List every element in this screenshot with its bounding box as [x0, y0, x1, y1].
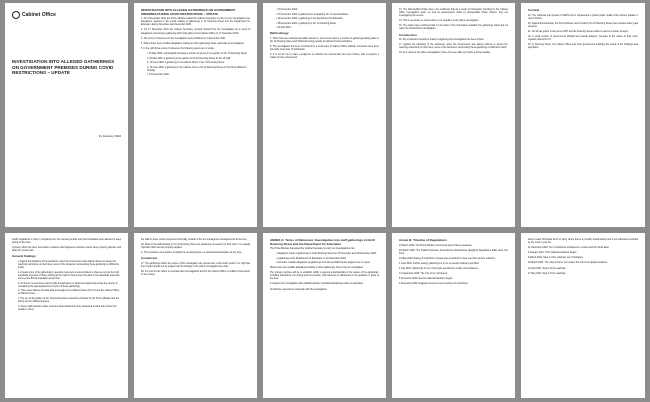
paragraph: The Prime Minister has asked the Cabinet Secretary to carry out investigations into: [270, 248, 355, 251]
paragraph: health regulations in force in England over the relevant periods and that individuals were advised to keep strictly to the rules. [12, 239, 121, 245]
document-date: 31 January 2022 [98, 134, 121, 139]
paragraph: 4 July 2020: Gatherings of up to 30 people permitted in certain circumstances. [399, 268, 479, 271]
paragraph: 22. A small number of Government officials and special advisers, because of the nature of their work, regularly attend No 10. [528, 36, 638, 42]
list-item: i. 15 May 2020: a photograph showing a number of groups in the garden of No. 10 Downing Street [147, 52, 247, 55]
page-heading: INVESTIGATION INTO ALLEGED GATHERINGS ON GOVERNMENT PREMISES DURING COVID RESTRICTIONS – UPDATE [141, 8, 236, 16]
list-item: • 17 November 2020: [276, 9, 298, 11]
list-item: • 16 April 2021: [276, 27, 292, 30]
page-3 [263, 3, 386, 227]
paragraph: 21 December 2020: Tier 4 restrictions introduced in London and the South East. [528, 247, 610, 250]
paragraph: 3. The terms of reference for the investigation were published on 9 December 2021. [141, 37, 227, 40]
paragraph: 2 December 2020: England moved to a tiered system of restrictions. [399, 283, 469, 286]
paragraph: the staff on these points concerned informally, outside of the line management arrangements at the time. [141, 239, 248, 241]
paragraph: 21. No 10 has grown in size since 1997 and the Downing Street estate is used in a variety of ways. [528, 30, 629, 33]
paragraph: 4. Where there were credible allegations relating to other gatherings these could also be investigated. [141, 42, 245, 45]
list-item: • a gathering at the Department for Education on 10 December 2020; [276, 257, 347, 260]
paragraph: 26 March 2020: The Health Protection (Coronavirus, Restrictions) (England) Regulations 2020 came into force. [399, 249, 508, 255]
paragraph: 7. There has been widespread public interest in, and concern about, a number of gatherings taking place in No 10 Downing Street and Whitehall during periods of national Covid restrictions. [270, 37, 379, 43]
paragraph: Where there are credible allegations relating to other gatherings, these may be investigated. [270, 267, 364, 270]
section-heading: General findings [12, 254, 36, 259]
list-item: • 15 December 2020: a gathering in No. 10 Downing Street [276, 22, 336, 25]
page-6 [5, 233, 128, 398]
paragraph: 23. In Downing Street, the Cabinet Office and other government buildings the extent of the buildings was significant. [528, 44, 638, 50]
paragraph: 17. Against the backdrop of the pandemic, when the Government was asking citizens to accept far-reaching restrictions on their lives, some of the behaviour surrounding these gatherings is difficult to justify. [399, 44, 508, 50]
paragraph: 38. It is now for the police to complete their investigations and for the Cabinet Office to publish a final report in due course. [141, 271, 250, 277]
paragraph: 16. My conclusions should be drawn recognising this investigation has been limited. [399, 39, 485, 42]
paragraph: 13 May 2020: Easing of restrictions: people were permitted to meet one other person outdoors. [399, 257, 496, 260]
paragraph: 20. Against this backdrop, the Prime Minister and his staff in No 10 Downing Street have worked under great pressure. [528, 22, 639, 28]
paragraph: 9. It is not for me to make a judgment on whether the criminal law has been broken, that is properly a matter for law enforcement. [270, 53, 379, 60]
paragraph: 19. The outbreak and spread of SARS-CoV-2 represented a global public health crisis without parallel in recent history. [528, 14, 638, 20]
list-item: iii. 18 June 2020: a gathering in the Cabinet Room in No. 10 Downing Street [147, 62, 225, 65]
paragraph: 14 September 2020: The 'rule of six' introduced. [399, 273, 448, 276]
page-5 [521, 3, 645, 227]
document-title: INVESTIGATION INTO ALLEGED GATHERINGS ON GOVERNMENT PREMISES DURING COVID RESTRICTIONS – UPDATE [12, 59, 115, 76]
section-heading: Methodology [270, 30, 289, 35]
list-item: • 10 December 2020: a gathering in the Department for Education [276, 18, 343, 21]
paragraph: 12 April 2021: Step 2 of the roadmap. [528, 267, 567, 270]
paragraph: have to wear Christmas lunch or party, where that is a primarily social activity and is not otherwise permitted by the rules in your tier. [528, 239, 638, 245]
paragraph: The primary purpose will be to establish swiftly a general understanding of the nature of the gatherings, including attendance, the setting and the purpose, with reference to adherence to the guidance in place at the time. [270, 272, 379, 281]
finding-item: ii. At least some of the gatherings in question represent a serious failure to observe not just the high standards expected of those working at the heart of Government but also of the standards expected of the entire British population at the time. [18, 271, 120, 280]
list-item: v. 13 November 2020: [147, 74, 170, 77]
paragraph: viii. Most of the staff working in No 10 Downing Street are absolutely necessary for their work. It is equally important that rules are properly applied. [141, 244, 250, 250]
page-cover [5, 3, 128, 227]
section-heading: Conclusions [399, 32, 418, 37]
annex-heading: ANNEX A: Terms of Reference: Investigation into staff gatherings in No10 Downing Street and the Department for Education [270, 238, 375, 246]
paragraph: 13. The Metropolitan Police have now confirmed that as a result of information provided by the Cabinet Office investigation team, as well as assessments made by Metropolitan Police officers, they are investigating the events. [399, 9, 508, 18]
list-item: • allegations made of gatherings in No10 Downing Street on 27 November and 18 December 2020; [276, 253, 377, 256]
paragraph: 15. The police have confirmed that on the basis of the information available the gatherings below did not reach the threshold for investigation. [399, 25, 508, 31]
list-item: ii. 20 May 2020: a gathering in the garden of No 10 Downing Street for No 10 staff [147, 57, 231, 60]
section-heading: Conclusion [141, 256, 158, 261]
paragraph: 23 March 2020: The Prime Minister announced stay-at-home measures. [399, 244, 473, 247]
paragraph: 18. As a result of the police investigation I have only been able to provide a limited update. [399, 52, 491, 55]
paragraph: 1 June 2020: Further easing: gatherings of up to six people outdoors permitted. [399, 262, 480, 265]
finding-item: iii. At times it seems there was too little thought given to what was happening across the country in considering the appropriateness of some of these gatherings. [18, 282, 118, 288]
paragraph: (ii) Every effort has been expended to capture what happened, whether events were properly planned, and what the context was. [12, 247, 121, 253]
paragraph: 2. On 17 December 2021 the Cabinet Secretary recused himself from the investigation as a result of allegations concerning a gathering which took place in the Cabinet Office on 17 December 2020. [141, 29, 250, 35]
paragraph: 8. The investigation has been conducted by a small team of Cabinet Office officials. Interviews have been held with more than 70 individuals. [270, 45, 379, 51]
page-2 [134, 3, 257, 227]
paragraph: If required, the investigation will establish whether individual disciplinary action is warranted. [270, 283, 364, 286]
brand-name: Cabinet Office [22, 12, 56, 18]
paragraph: 29 March 2021: The 'stay at home' rule ended; the rule of six applied outdoors. [528, 262, 608, 265]
finding-item: iv. There were failures of leadership and judgment by different parts of No 10 and the Cabinet Office at different times. [18, 290, 120, 296]
paragraph: 6 January 2021: Third national lockdown began. [528, 252, 577, 255]
annex-heading: Annex B: Timeline of Regulations [399, 238, 447, 242]
paragraph: 1. On 8 December 2021 the Prime Minister asked the Cabinet Secretary to carry out an investigation into allegations reported in the media relating to gatherings in 10 Downing Street and the Department for Education during November and December 2020. [141, 18, 250, 27]
paragraph: 37. The gatherings within the scope of this investigation are spread over a 20-month period. It is right that their impact should not be judged until the findings of the police investigation are clear. [141, 262, 250, 269]
cabinet-office-logo [12, 11, 121, 19]
section-heading: Context [528, 8, 540, 12]
page-9 [392, 233, 515, 398]
page-8 [263, 233, 386, 398]
page-7 [134, 233, 257, 398]
paragraph: 5. In line with those terms of reference the following events are in scope: [141, 47, 215, 50]
list-item: • and other credible allegations of gatherings in No10 and DfE that are judged to be in scope. [276, 262, 371, 265]
page-10 [521, 233, 645, 398]
paragraph: All staff are expected to cooperate with the investigation. [270, 288, 328, 291]
finding-item: v. The use of the garden at No 10 Downing Street should be primarily for the Prime Minister and his family and for official purposes. [18, 297, 119, 303]
finding-item: i. Against the backdrop of the pandemic, when the Government was asking citizens to accept far-reaching restrictions on their lives, some of the behaviour surrounding these gatherings is difficult to justify. [18, 260, 120, 270]
list-item: iv. 19 June 2020: a gathering in the Cabinet room in No 10 Downing Street on the Prime Minister's birthday [147, 66, 247, 72]
paragraph: ix. The excessive consumption of alcohol is not appropriate in a professional workplace at any time. [141, 252, 242, 255]
finding-item: vi. Some staff wanted to raise concerns about behaviours they witnessed at work but at times felt unable to do so. [18, 305, 117, 311]
page-4 [392, 3, 515, 227]
paragraph: 14. This is necessary to ensure there is no prejudice to the police investigation. [399, 20, 480, 23]
list-item: • 27 November 2020: a gathering for a departing No. 10 special adviser [276, 13, 349, 16]
crest-icon [12, 11, 20, 19]
paragraph: 17 May 2021: Step 3 of the roadmap. [528, 272, 566, 275]
paragraph: 8 March 2021: Step 1 of the roadmap out of lockdown. [528, 257, 584, 260]
paragraph: 5 November 2020: Second national lockdown began. [399, 278, 453, 281]
